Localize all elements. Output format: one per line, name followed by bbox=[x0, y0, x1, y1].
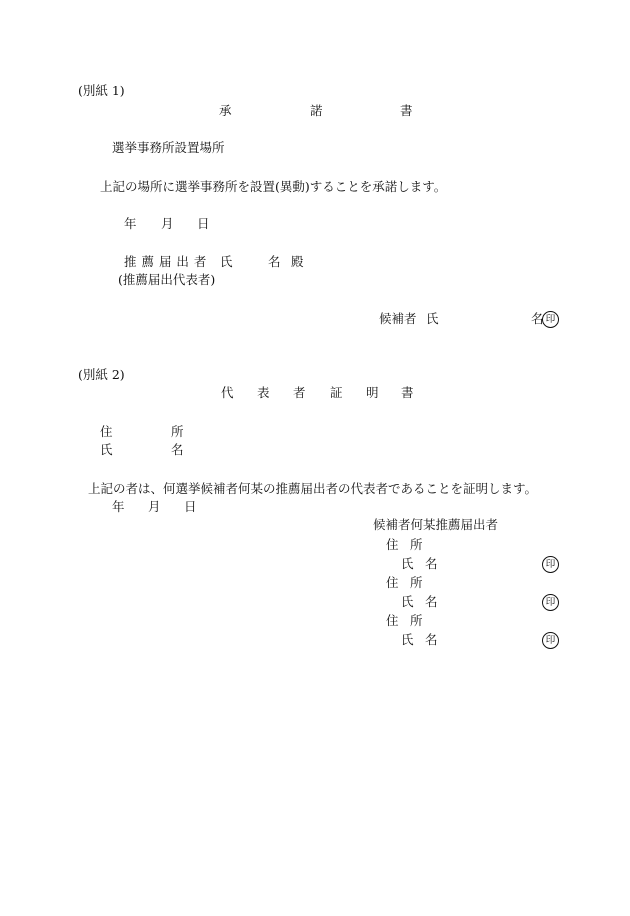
date-month: 月 bbox=[161, 216, 174, 231]
title-char: 書 bbox=[401, 385, 414, 400]
representative-note: (推薦届出代表者) bbox=[118, 272, 216, 287]
seal-stamp-icon: 印 bbox=[542, 594, 559, 611]
signer-name-label-2: 名 bbox=[425, 632, 438, 647]
name-label-char: 氏 bbox=[100, 442, 113, 457]
title-char: 者 bbox=[293, 385, 306, 400]
signer-name-label-2: 名 bbox=[425, 594, 438, 609]
candidate-name-label: 氏 bbox=[426, 311, 439, 326]
appendix1-label: (別紙 1) bbox=[78, 83, 125, 98]
date-year: 年 bbox=[112, 499, 125, 514]
appendix2-label: (別紙 2) bbox=[78, 367, 125, 382]
address-label-char: 住 bbox=[100, 424, 113, 439]
seal-stamp-icon: 印 bbox=[542, 632, 559, 649]
title-char: 書 bbox=[400, 103, 413, 118]
consent-statement: 上記の場所に選挙事務所を設置(異動)することを承諾します。 bbox=[100, 179, 447, 194]
signer-name-label-2: 名 bbox=[425, 556, 438, 571]
candidate-label: 候補者 bbox=[379, 311, 417, 326]
signer-address-label: 住 bbox=[386, 575, 399, 590]
certification-statement: 上記の者は、何選挙候補者何某の推薦届出者の代表者であることを証明します。 bbox=[88, 481, 538, 496]
signer-name-label: 氏 bbox=[401, 556, 414, 571]
title-char: 諾 bbox=[310, 103, 323, 118]
honorific: 殿 bbox=[291, 254, 304, 269]
date-day: 日 bbox=[197, 216, 210, 231]
title-char: 代 bbox=[221, 385, 234, 400]
seal-stamp-icon: 印 bbox=[542, 311, 559, 328]
title-char: 承 bbox=[219, 103, 232, 118]
signer-address-label: 住 bbox=[386, 613, 399, 628]
address-label-char: 所 bbox=[171, 424, 184, 439]
office-location-label: 選挙事務所設置場所 bbox=[112, 140, 225, 155]
signer-address-label-2: 所 bbox=[410, 613, 423, 628]
recommender-name-label-2: 名 bbox=[268, 254, 281, 269]
signer-name-label: 氏 bbox=[401, 594, 414, 609]
recommender-label: 推 薦 届 出 者 bbox=[124, 254, 207, 269]
name-label-char: 名 bbox=[171, 442, 184, 457]
signer-address-label: 住 bbox=[386, 537, 399, 552]
date-month: 月 bbox=[148, 499, 161, 514]
title-char: 明 bbox=[366, 385, 379, 400]
signer-address-label-2: 所 bbox=[410, 575, 423, 590]
recommender-name-label: 氏 bbox=[220, 254, 233, 269]
signers-title: 候補者何某推薦届出者 bbox=[373, 517, 499, 532]
title-char: 証 bbox=[330, 385, 343, 400]
signer-address-label-2: 所 bbox=[410, 537, 423, 552]
title-char: 表 bbox=[257, 385, 270, 400]
date-day: 日 bbox=[184, 499, 197, 514]
date-year: 年 bbox=[124, 216, 137, 231]
candidate-name-label-2: 名 bbox=[531, 311, 544, 326]
seal-stamp-icon: 印 bbox=[542, 556, 559, 573]
signer-name-label: 氏 bbox=[401, 632, 414, 647]
